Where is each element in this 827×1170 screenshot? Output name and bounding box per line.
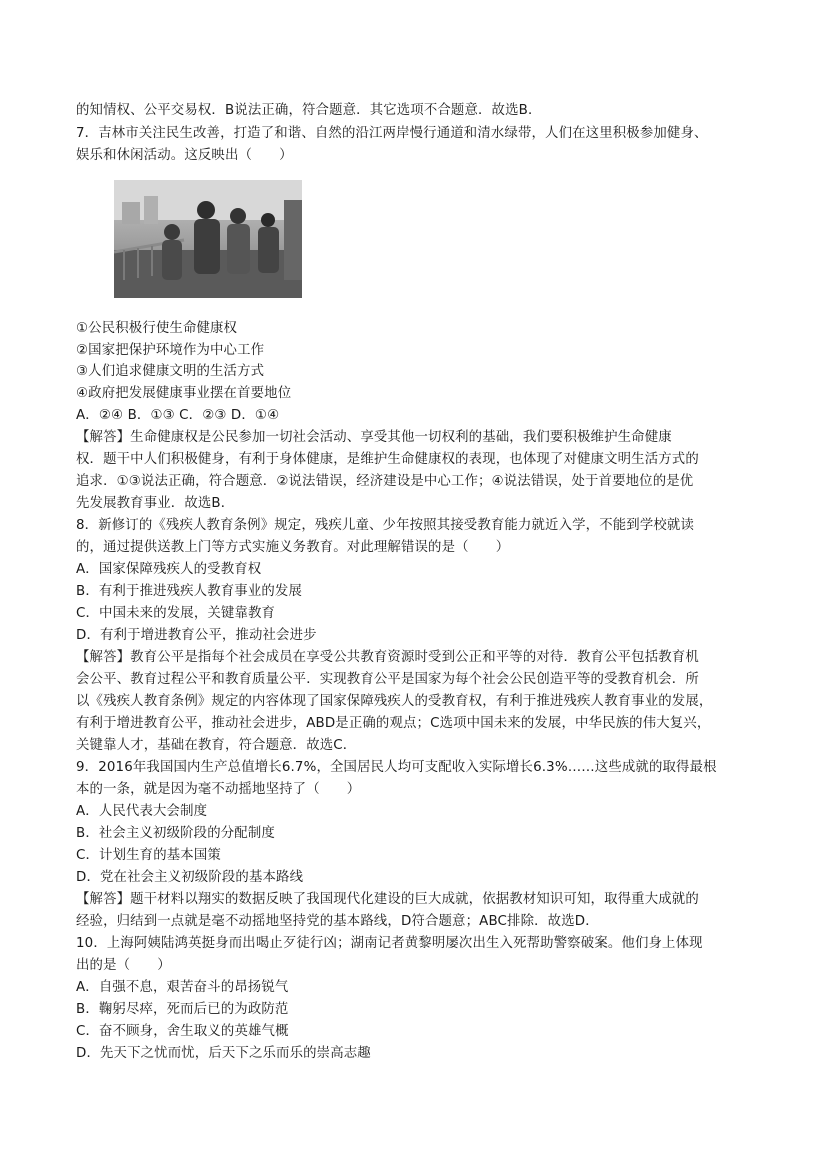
question-10-stem: 出的是（ ）: [76, 958, 171, 973]
solution-text: 会公平、教育过程公平和教育质量公平．实现教育公平是国家为每个社会公民创造平等的受教育机会．所: [76, 672, 699, 687]
solution-text: 权．题干中人们积极健身，有利于身体健康，是维护生命健康权的表现，也体现了对健康文明生活方式的: [76, 452, 699, 467]
solution-text: 【解答】题干材料以翔实的数据反映了我国现代化建设的巨大成就，依据教材知识可知，取得重大成就的: [76, 892, 699, 907]
answer-choice: D．先天下之忧而忧，后天下之乐而乐的崇高志趣: [76, 1046, 371, 1061]
solution-text: 以《残疾人教育条例》规定的内容体现了国家保障残疾人的受教育权，有利于推进残疾人教育事业的发展，: [76, 694, 713, 709]
question-8-stem: 8．新修订的《残疾人教育条例》规定，残疾儿童、少年按照其接受教育能力就近入学，不能到学校就读: [76, 518, 694, 533]
solution-text: 经验，归结到一点就是毫不动摇地坚持党的基本路线，D符合题意；ABC排除．故选D．: [76, 914, 599, 929]
question-9-stem: 9．2016年我国国内生产总值增长6.7%，全国居民人均可支配收入实际增长6.3%……这些成就的取得最根: [76, 760, 717, 775]
answer-choice: C．奋不顾身，舍生取义的英雄气概: [76, 1024, 289, 1039]
question-7-stem: 7．吉林市关注民生改善，打造了和谐、自然的沿江两岸慢行通道和清水绿带，人们在这里积极参加健身、: [76, 126, 708, 141]
answer-choice: A．自强不息，艰苦奋斗的昂扬锐气: [76, 980, 289, 995]
answer-choice: C．中国未来的发展，关键靠教育: [76, 606, 276, 621]
solution-text: 有利于增进教育公平，推动社会进步，ABD是正确的观点；C选项中国未来的发展，中华民族的伟大复兴，: [76, 716, 711, 731]
answer-choice: B．社会主义初级阶段的分配制度: [76, 826, 275, 841]
solution-text: 追求．①③说法正确，符合题意．②说法错误，经济建设是中心工作；④说法错误，处于首要地位的是优: [76, 474, 694, 489]
option-statement: ②国家把保护环境作为中心工作: [76, 343, 265, 358]
solution-text: 先发展教育事业．故选B．: [76, 496, 235, 511]
solution-text: 【解答】生命健康权是公民参加一切社会活动、享受其他一切权利的基础，我们要积极维护生命健康: [76, 430, 672, 445]
question-8-stem: 的，通过提供送教上门等方式实施义务教育。对此理解错误的是（ ）: [76, 540, 510, 555]
answer-choice: D．有利于增进教育公平，推动社会进步: [76, 628, 317, 643]
answer-choices: A．②④ B．①③ C．②③ D．①④: [76, 408, 280, 423]
text-line: 的知情权、公平交易权．B说法正确，符合题意．其它选项不合题意．故选B．: [76, 103, 542, 118]
answer-choice: B．有利于推进残疾人教育事业的发展: [76, 584, 302, 599]
question-10-stem: 10．上海阿姨陆鸿英挺身而出喝止歹徒行凶；湖南记者黄黎明屡次出生入死帮助警察破案。他们身上体现: [76, 936, 703, 951]
answer-choice: C．计划生育的基本国策: [76, 848, 221, 863]
solution-text: 关键靠人才，基础在教育，符合题意．故选C．: [76, 738, 357, 753]
option-statement: ④政府把发展健康事业摆在首要地位: [76, 386, 292, 401]
answer-choice: A．国家保障残疾人的受教育权: [76, 562, 262, 577]
option-statement: ③人们追求健康文明的生活方式: [76, 364, 265, 379]
question-9-stem: 本的一条，就是因为毫不动摇地坚持了（ ）: [76, 782, 361, 797]
question-7-photo: [114, 180, 302, 298]
question-7-stem: 娱乐和休闲活动。这反映出（ ）: [76, 148, 293, 163]
option-statement: ①公民积极行使生命健康权: [76, 321, 238, 336]
answer-choice: D．党在社会主义初级阶段的基本路线: [76, 870, 304, 885]
answer-choice: A．人民代表大会制度: [76, 804, 208, 819]
answer-choice: B．鞠躬尽瘁，死而后已的为政防范: [76, 1002, 289, 1017]
solution-text: 【解答】教育公平是指每个社会成员在享受公共教育资源时受到公正和平等的对待．教育公平包括教育机: [76, 650, 699, 665]
